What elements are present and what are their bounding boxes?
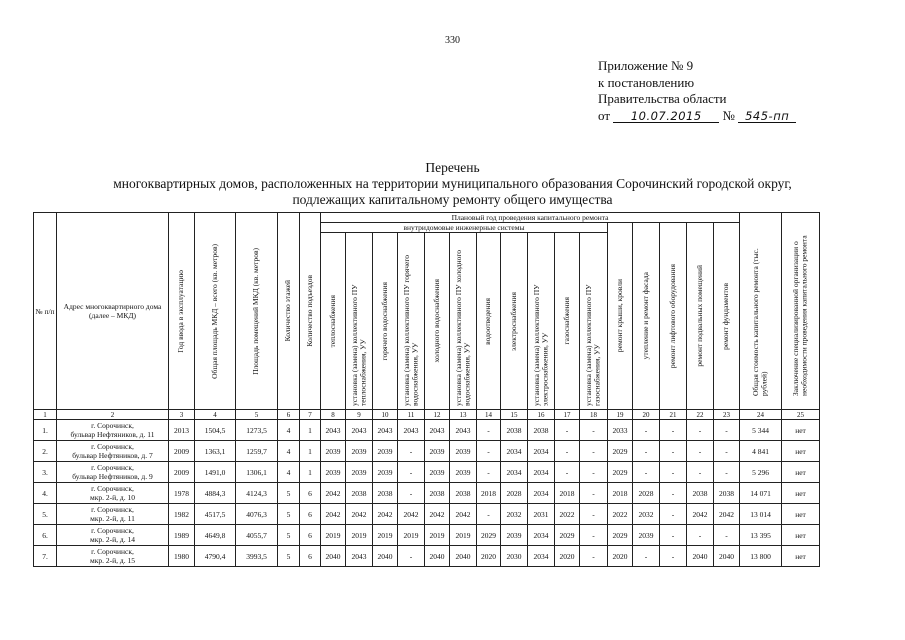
table-cell: - xyxy=(687,441,714,462)
column-number: 1 xyxy=(34,410,57,420)
table-cell: 3993,5 xyxy=(236,546,278,567)
header-roof: ремонт крыши, кровли xyxy=(608,223,633,410)
row-address xyxy=(57,420,169,441)
table-cell: - xyxy=(660,462,687,483)
header-system-electricity-meter: установка (замена) коллективного ПУ электроснабжения, УУ xyxy=(528,233,555,410)
table-cell: нет xyxy=(782,525,820,546)
table-cell: 2042 xyxy=(714,504,740,525)
table-cell: нет xyxy=(782,504,820,525)
column-number: 5 xyxy=(236,410,278,420)
appendix-date-line xyxy=(598,108,796,125)
table-cell: 2032 xyxy=(633,504,660,525)
address-city: г. Сорочинск, xyxy=(91,442,134,451)
row-number: 2. xyxy=(34,441,57,462)
table-cell: 2034 xyxy=(528,462,555,483)
title-line-1: Перечень xyxy=(425,160,480,175)
table-cell: 2030 xyxy=(501,546,528,567)
table-cell: 2038 xyxy=(501,420,528,441)
document-title xyxy=(0,160,905,208)
table-cell: 1273,5 xyxy=(236,420,278,441)
table-cell: - xyxy=(633,441,660,462)
table-cell: 2019 xyxy=(346,525,373,546)
appendix-line-1: Приложение № 9 xyxy=(598,58,694,73)
table-cell: 13 014 xyxy=(740,504,782,525)
column-number: 9 xyxy=(346,410,373,420)
table-cell: 2034 xyxy=(501,462,528,483)
address-city: г. Сорочинск, xyxy=(91,526,134,535)
header-conclusion: Заключение специализированной организации о необходимости проведения капитального ремонта xyxy=(782,213,820,410)
table-cell: 2039 xyxy=(346,441,373,462)
appendix-block xyxy=(598,58,796,124)
table-cell: 2029 xyxy=(477,525,501,546)
header-system-hot-water: горячего водоснабжения xyxy=(373,233,398,410)
table-cell: 2031 xyxy=(528,504,555,525)
table-cell: нет xyxy=(782,462,820,483)
row-address xyxy=(57,483,169,504)
table-cell: - xyxy=(580,441,608,462)
table-cell: 13 800 xyxy=(740,546,782,567)
table-cell: 2043 xyxy=(398,420,425,441)
table-cell: 2043 xyxy=(450,420,477,441)
table-cell: 2029 xyxy=(608,525,633,546)
column-number: 2 xyxy=(57,410,169,420)
address-street: мкр. 2-й, д. 15 xyxy=(90,556,135,565)
handwritten-number: 545-пп xyxy=(738,110,796,123)
table-cell: 2019 xyxy=(321,525,346,546)
table-cell: 2022 xyxy=(608,504,633,525)
table-cell: - xyxy=(580,504,608,525)
table-cell: 2043 xyxy=(321,420,346,441)
table-cell: 6 xyxy=(300,483,321,504)
address-city: г. Сорочинск, xyxy=(91,505,134,514)
table-cell: 1491,0 xyxy=(195,462,236,483)
table-cell: 14 071 xyxy=(740,483,782,504)
table-cell: 4790,4 xyxy=(195,546,236,567)
table-cell: - xyxy=(398,462,425,483)
column-number: 10 xyxy=(373,410,398,420)
table-row xyxy=(34,504,820,525)
column-number: 11 xyxy=(398,410,425,420)
table-cell: - xyxy=(633,462,660,483)
column-number: 22 xyxy=(687,410,714,420)
table-cell: - xyxy=(660,441,687,462)
table-cell: 4884,3 xyxy=(195,483,236,504)
table-row xyxy=(34,525,820,546)
table-cell: - xyxy=(555,441,580,462)
header-num: № п/п xyxy=(34,213,57,410)
header-address: Адрес многоквартирного дома (далее – МКД) xyxy=(57,213,169,410)
table-cell: 2009 xyxy=(169,441,195,462)
header-system-gas: газоснабжения xyxy=(555,233,580,410)
table-cell: 2043 xyxy=(373,420,398,441)
table-cell: 2019 xyxy=(373,525,398,546)
table-cell: 2038 xyxy=(714,483,740,504)
table-cell: 1 xyxy=(300,420,321,441)
table-cell: нет xyxy=(782,546,820,567)
column-number: 16 xyxy=(528,410,555,420)
table-cell: 2038 xyxy=(425,483,450,504)
row-number: 6. xyxy=(34,525,57,546)
table-cell: - xyxy=(555,420,580,441)
column-number: 23 xyxy=(714,410,740,420)
table-cell: 2028 xyxy=(501,483,528,504)
table-cell: 2029 xyxy=(555,525,580,546)
column-number: 3 xyxy=(169,410,195,420)
table-cell: 2039 xyxy=(450,462,477,483)
column-number: 19 xyxy=(608,410,633,420)
column-number: 21 xyxy=(660,410,687,420)
column-number: 15 xyxy=(501,410,528,420)
table-cell: - xyxy=(477,504,501,525)
date-prefix: от xyxy=(598,107,611,123)
address-city: г. Сорочинск, xyxy=(91,421,134,430)
table-cell: 2038 xyxy=(687,483,714,504)
table-cell: 2042 xyxy=(687,504,714,525)
header-system-hot-water-meter: установка (замена) коллективного ПУ горячего водоснабжения, УУ xyxy=(398,233,425,410)
appendix-line-2: к постановлению xyxy=(598,74,695,90)
table-cell: 6 xyxy=(300,504,321,525)
buildings-table xyxy=(33,212,820,567)
number-prefix: № xyxy=(722,107,735,123)
table-row xyxy=(34,546,820,567)
table-cell: 2034 xyxy=(528,546,555,567)
row-number: 3. xyxy=(34,462,57,483)
table-cell: - xyxy=(633,420,660,441)
table-cell: 1 xyxy=(300,462,321,483)
table-cell: 1982 xyxy=(169,504,195,525)
table-cell: - xyxy=(714,462,740,483)
row-number: 7. xyxy=(34,546,57,567)
header-systems-group: внутридомовые инженерные системы xyxy=(321,223,608,233)
table-cell: - xyxy=(477,441,501,462)
table-cell: 2042 xyxy=(346,504,373,525)
table-cell: 1989 xyxy=(169,525,195,546)
table-cell: - xyxy=(714,525,740,546)
table-cell: 2038 xyxy=(450,483,477,504)
table-cell: 4 841 xyxy=(740,441,782,462)
table-cell: 2040 xyxy=(425,546,450,567)
table-cell: 2040 xyxy=(687,546,714,567)
table-cell: 4 xyxy=(278,420,300,441)
table-cell: 4124,3 xyxy=(236,483,278,504)
table-cell: 2018 xyxy=(608,483,633,504)
table-cell: 2043 xyxy=(425,420,450,441)
table-cell: - xyxy=(580,525,608,546)
table-cell: - xyxy=(580,483,608,504)
table-cell: - xyxy=(398,546,425,567)
header-year-built: Год ввода в эксплуатацию xyxy=(169,213,195,410)
column-number: 6 xyxy=(278,410,300,420)
table-cell: 2018 xyxy=(477,483,501,504)
handwritten-date: 10.07.2015 xyxy=(613,110,719,123)
table-cell: 2019 xyxy=(398,525,425,546)
column-number: 13 xyxy=(450,410,477,420)
table-row xyxy=(34,462,820,483)
table-cell: 2040 xyxy=(321,546,346,567)
row-number: 1. xyxy=(34,420,57,441)
table-cell: - xyxy=(714,420,740,441)
table-cell: 2040 xyxy=(450,546,477,567)
address-street: бульвар Нефтяников, д. 9 xyxy=(72,472,153,481)
header-total-area: Общая площадь МКД – всего (кв. метров) xyxy=(195,213,236,410)
table-cell: - xyxy=(398,441,425,462)
table-cell: 2039 xyxy=(373,462,398,483)
table-row xyxy=(34,441,820,462)
header-floors: Количество этажей xyxy=(278,213,300,410)
header-facade: утепление и ремонт фасада xyxy=(633,223,660,410)
table-cell: 2043 xyxy=(346,420,373,441)
row-address xyxy=(57,504,169,525)
row-number: 4. xyxy=(34,483,57,504)
header-plan-group: Плановый год проведения капитального ремонта xyxy=(321,213,740,223)
table-cell: 2029 xyxy=(608,441,633,462)
table-row xyxy=(34,483,820,504)
table-cell: - xyxy=(660,483,687,504)
table-cell: 1504,5 xyxy=(195,420,236,441)
table-cell: 2042 xyxy=(450,504,477,525)
header-elevator: ремонт лифтового оборудования xyxy=(660,223,687,410)
table-cell: 2039 xyxy=(321,441,346,462)
table-cell: 4649,8 xyxy=(195,525,236,546)
table-cell: 2018 xyxy=(555,483,580,504)
table-cell: - xyxy=(660,504,687,525)
table-cell: 2034 xyxy=(501,441,528,462)
row-address xyxy=(57,546,169,567)
table-cell: 1259,7 xyxy=(236,441,278,462)
table-cell: 2034 xyxy=(528,483,555,504)
table-cell: 13 395 xyxy=(740,525,782,546)
table-cell: 2042 xyxy=(321,483,346,504)
table-cell: - xyxy=(687,462,714,483)
table-cell: 1363,1 xyxy=(195,441,236,462)
address-city: г. Сорочинск, xyxy=(91,463,134,472)
table-cell: 5 344 xyxy=(740,420,782,441)
table-cell: 2020 xyxy=(555,546,580,567)
table-cell: 1306,1 xyxy=(236,462,278,483)
row-number: 5. xyxy=(34,504,57,525)
table-cell: 5 xyxy=(278,546,300,567)
column-number: 14 xyxy=(477,410,501,420)
table-cell: 4 xyxy=(278,441,300,462)
column-number: 12 xyxy=(425,410,450,420)
header-system-cold-water: холодного водоснабжения xyxy=(425,233,450,410)
table-cell: 2040 xyxy=(373,546,398,567)
table-cell: 2038 xyxy=(373,483,398,504)
table-cell: 2029 xyxy=(608,462,633,483)
table-cell: - xyxy=(687,525,714,546)
column-number: 24 xyxy=(740,410,782,420)
table-cell: 2039 xyxy=(321,462,346,483)
table-cell: 2042 xyxy=(373,504,398,525)
table-cell: - xyxy=(687,420,714,441)
table-cell: 2019 xyxy=(425,525,450,546)
table-cell: 2039 xyxy=(633,525,660,546)
table-cell: - xyxy=(660,420,687,441)
table-cell: 2022 xyxy=(555,504,580,525)
table-cell: 2043 xyxy=(346,546,373,567)
column-number: 20 xyxy=(633,410,660,420)
table-cell: 2034 xyxy=(528,441,555,462)
table-cell: 1 xyxy=(300,441,321,462)
table-cell: 5 296 xyxy=(740,462,782,483)
table-cell: 5 xyxy=(278,525,300,546)
title-line-3: подлежащих капитальному ремонту общего имущества xyxy=(292,192,613,207)
row-address xyxy=(57,525,169,546)
table-cell: нет xyxy=(782,420,820,441)
table-cell: 1980 xyxy=(169,546,195,567)
address-street: бульвар Нефтяников, д. 11 xyxy=(70,430,155,439)
row-address xyxy=(57,462,169,483)
table-cell: - xyxy=(580,462,608,483)
column-number: 8 xyxy=(321,410,346,420)
address-street: мкр. 2-й, д. 10 xyxy=(90,493,135,502)
table-cell: - xyxy=(660,525,687,546)
table-cell: - xyxy=(477,462,501,483)
table-cell: 2038 xyxy=(346,483,373,504)
header-system-gas-meter: установка (замена) коллективного ПУ газоснабжения, УУ xyxy=(580,233,608,410)
table-cell: - xyxy=(555,462,580,483)
table-cell: нет xyxy=(782,441,820,462)
table-cell: 1978 xyxy=(169,483,195,504)
address-street: мкр. 2-й, д. 11 xyxy=(90,514,135,523)
table-cell: 2038 xyxy=(528,420,555,441)
table-cell: 4055,7 xyxy=(236,525,278,546)
table-cell: - xyxy=(398,483,425,504)
header-basement: ремонт подвальных помещений xyxy=(687,223,714,410)
table-cell: 2020 xyxy=(477,546,501,567)
table-cell: - xyxy=(477,420,501,441)
table-cell: 2042 xyxy=(398,504,425,525)
header-entrances: Количество подъездов xyxy=(300,213,321,410)
table-cell: 2034 xyxy=(528,525,555,546)
table-cell: 5 xyxy=(278,504,300,525)
table-cell: 2028 xyxy=(633,483,660,504)
table-cell: 2039 xyxy=(425,462,450,483)
table-cell: 2042 xyxy=(321,504,346,525)
table-cell: 2039 xyxy=(346,462,373,483)
page-number: 330 xyxy=(445,35,460,46)
table-cell: нет xyxy=(782,483,820,504)
table-cell: - xyxy=(714,441,740,462)
column-numbers-row xyxy=(34,410,820,420)
table-cell: 2032 xyxy=(501,504,528,525)
column-number: 7 xyxy=(300,410,321,420)
table-cell: 2033 xyxy=(608,420,633,441)
table-cell: 2040 xyxy=(714,546,740,567)
table-cell: 6 xyxy=(300,525,321,546)
column-number: 4 xyxy=(195,410,236,420)
table-cell: - xyxy=(633,546,660,567)
address-street: бульвар Нефтяников, д. 7 xyxy=(72,451,153,460)
header-system-heating-meter: установка (замена) коллективного ПУ теплоснабжения, УУ xyxy=(346,233,373,410)
table-cell: 4076,3 xyxy=(236,504,278,525)
table-cell: 4 xyxy=(278,462,300,483)
header-foundation: ремонт фундаментов xyxy=(714,223,740,410)
table-row xyxy=(34,420,820,441)
table-cell: 2039 xyxy=(425,441,450,462)
table-cell: 2039 xyxy=(501,525,528,546)
header-system-cold-water-meter: установка (замена) коллективного ПУ холодного водоснабжения, УУ xyxy=(450,233,477,410)
address-street: мкр. 2-й, д. 14 xyxy=(90,535,135,544)
column-number: 25 xyxy=(782,410,820,420)
column-number: 18 xyxy=(580,410,608,420)
column-number: 17 xyxy=(555,410,580,420)
table-cell: 2039 xyxy=(373,441,398,462)
header-premises-area: Площадь помещений МКД (кв. метров) xyxy=(236,213,278,410)
table-cell: 2019 xyxy=(450,525,477,546)
table-cell: 4517,5 xyxy=(195,504,236,525)
address-city: г. Сорочинск, xyxy=(91,484,134,493)
header-total-cost: Общая стоимость капитального ремонта (тыс. рублей) xyxy=(740,213,782,410)
header-system-electricity: электроснабжения xyxy=(501,233,528,410)
table-cell: - xyxy=(580,420,608,441)
table-cell: - xyxy=(580,546,608,567)
table-cell: 5 xyxy=(278,483,300,504)
table-cell: 2013 xyxy=(169,420,195,441)
title-line-2: многоквартирных домов, расположенных на территории муниципального образования Сорочинский городской округ, xyxy=(113,176,792,191)
row-address xyxy=(57,441,169,462)
table-cell: 2020 xyxy=(608,546,633,567)
table-cell: 2009 xyxy=(169,462,195,483)
table-cell: 6 xyxy=(300,546,321,567)
appendix-line-3: Правительства области xyxy=(598,91,727,106)
header-system-heating: теплоснабжения xyxy=(321,233,346,410)
table-cell: 2042 xyxy=(425,504,450,525)
table-cell: - xyxy=(660,546,687,567)
address-city: г. Сорочинск, xyxy=(91,547,134,556)
table-cell: 2039 xyxy=(450,441,477,462)
header-system-sewage: водоотведения xyxy=(477,233,501,410)
